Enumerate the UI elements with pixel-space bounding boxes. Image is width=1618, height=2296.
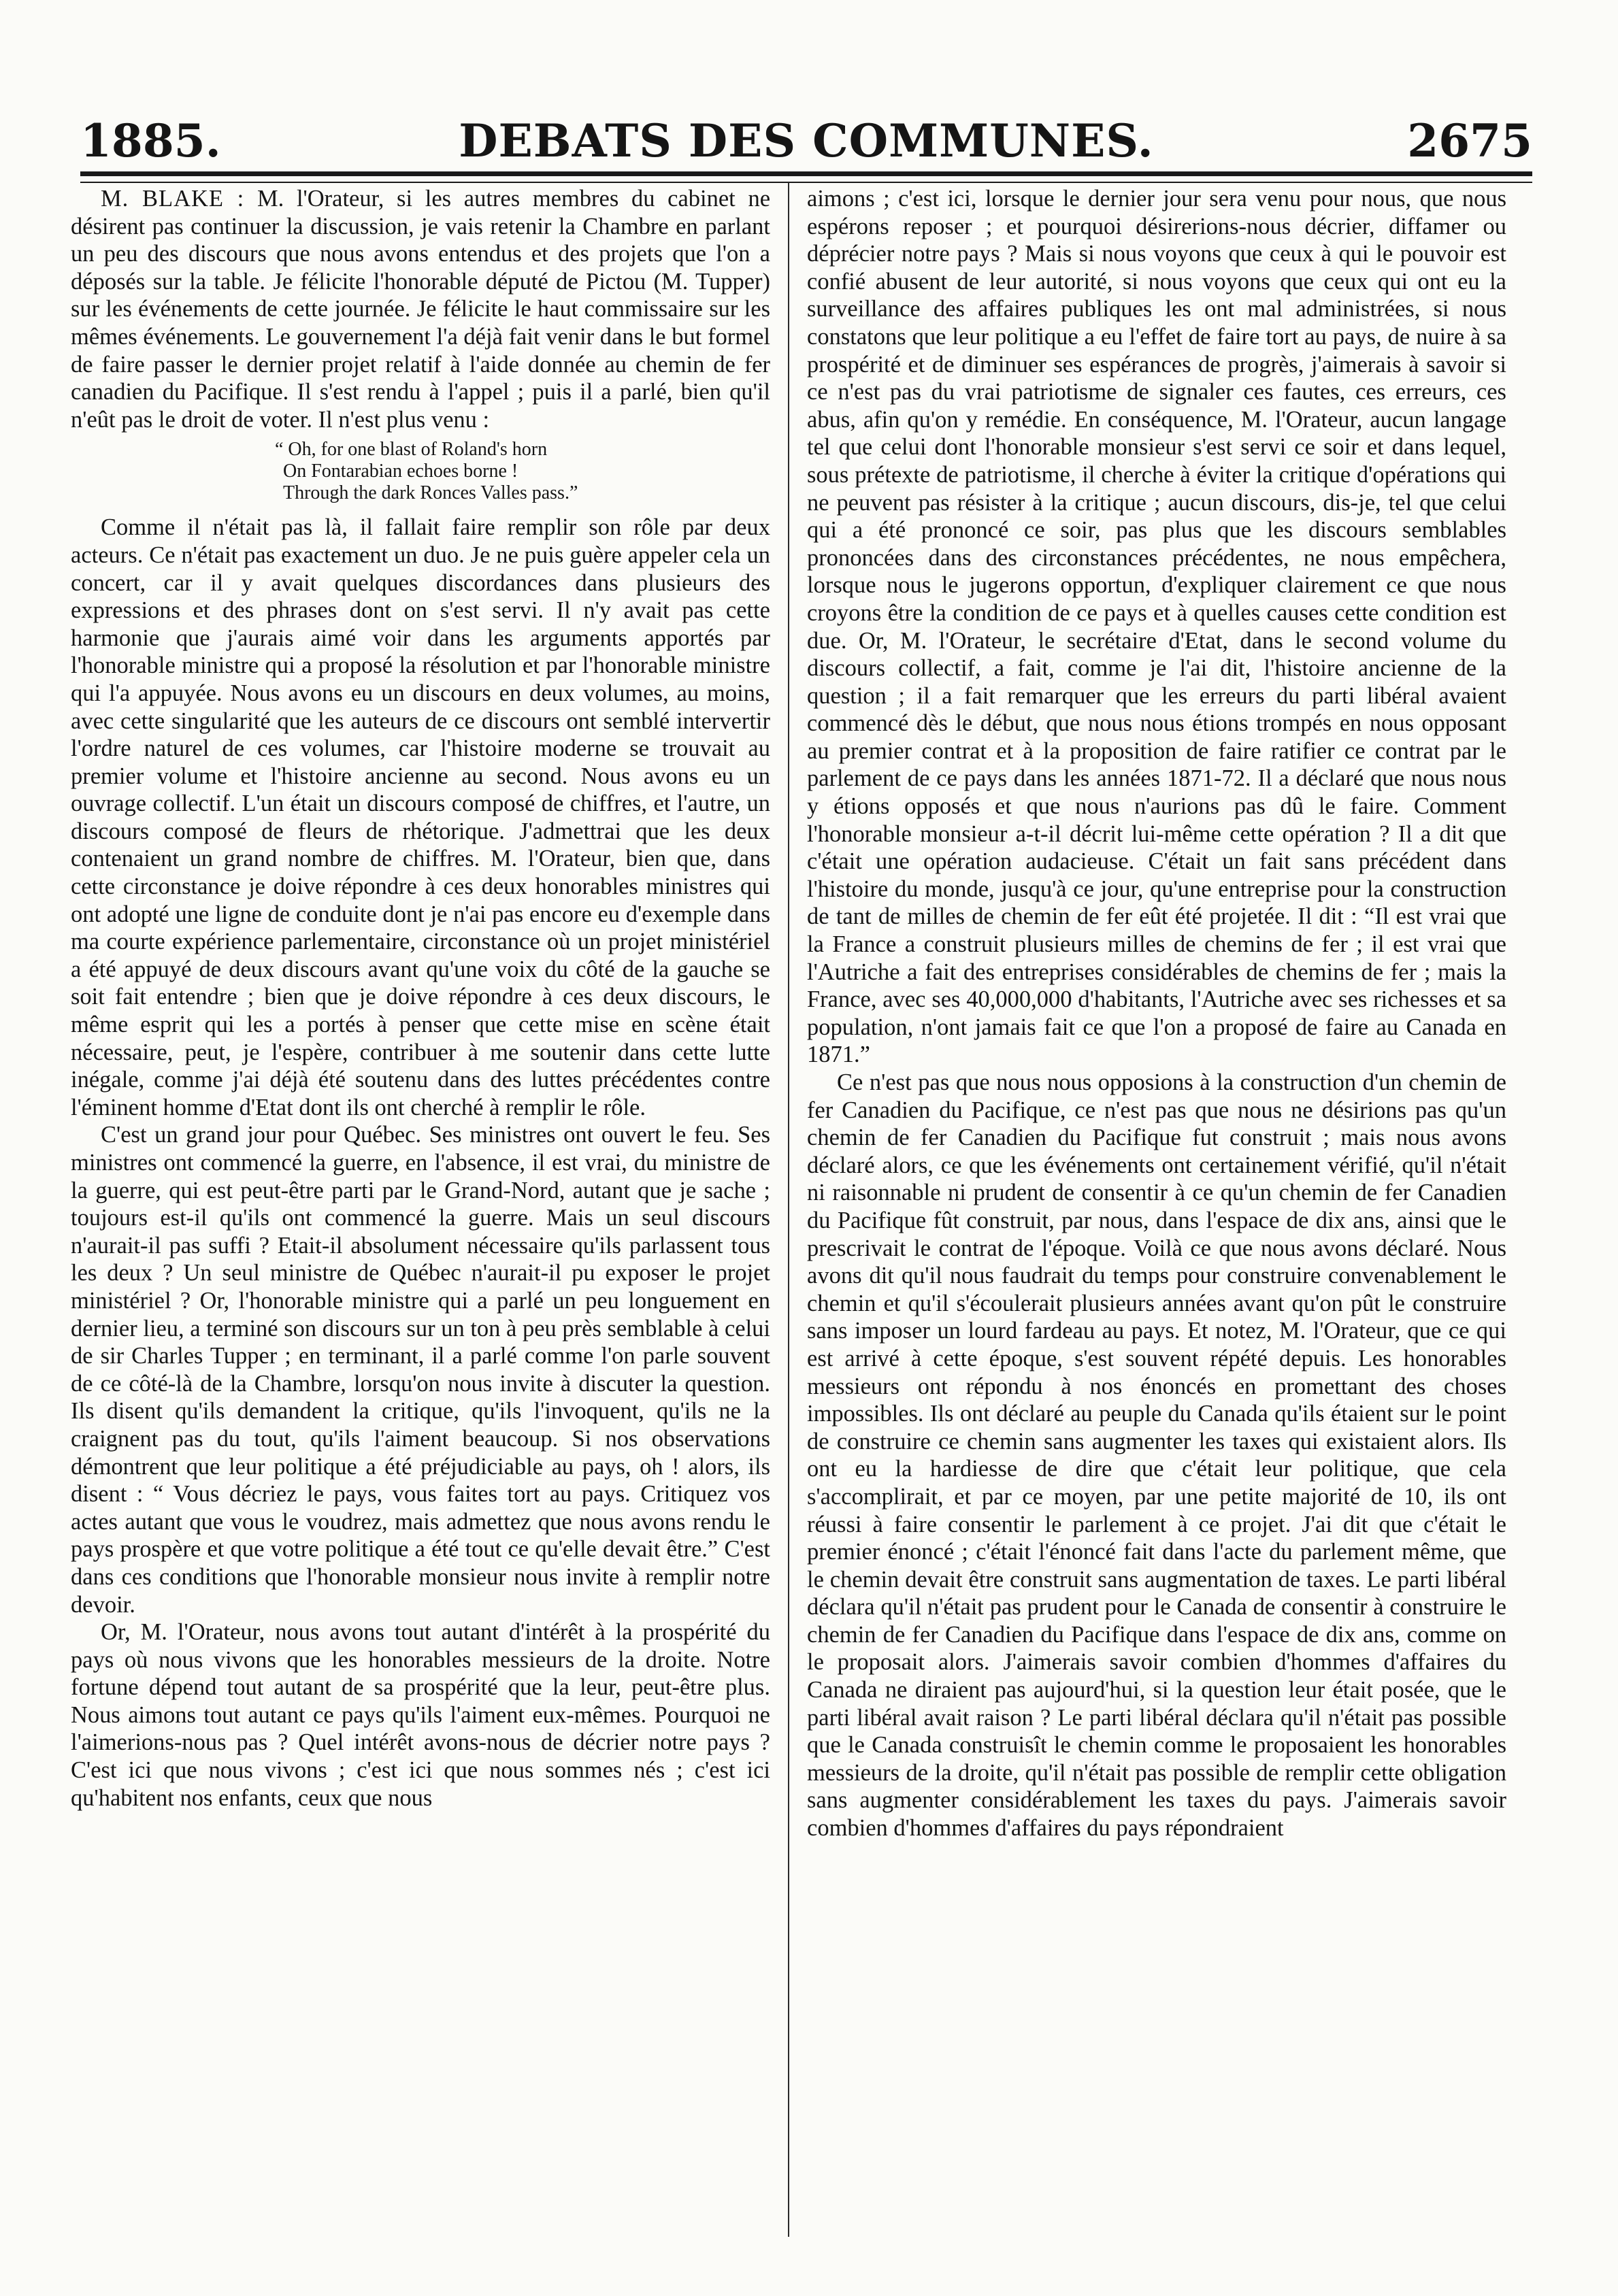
header-page-number: 2675 — [1407, 114, 1532, 167]
verse-line: On Fontarabian echoes borne ! — [283, 461, 518, 482]
paragraph: Ce n'est pas que nous nous opposions à la construction d'un chemin de fer Canadien du Pacifique, ce n'est pas que nous ne désirions pas qu'un chemin de fer Canadien du Pacifique fut construit ; mais nous avons déclaré alors, ce que les événements ont certainement vérifié, qu'il n'était ni raisonnable ni prudent de consentir à ce qu'un chemin de fer Canadien du Pacifique fût construit, par nous, dans l'espace de dix ans, ainsi que le prescrivait le contrat de l'époque. Voilà ce que nous avons déclaré. Nous avons dit qu'il nous faudrait du temps pour construire convenablement le chemin et qu'il s'écoulerait plusieurs années avant qu'on pût le construire sans imposer un lourd fardeau au pays. Et notez, M. l'Orateur, que ce qui est arrivé à cette époque, s'est souvent répété depuis. Les honorables messieurs ont répondu à nos énoncés en promettant des choses impossibles. Ils ont déclaré au peuple du Canada qu'ils étaient sur le point de construire ce chemin sans augmenter les taxes qui existaient alors. Ils ont eu la hardiesse de dire que c'était leur politique, que cela s'accomplirait, et par ce moyen, par une petite majorité de 10, ils ont réussi à faire consentir le parlement à ce projet. J'ai dit que c'était le premier énoncé ; c'était l'énoncé fait dans l'acte du parlement même, que le chemin devait être construit sans augmentation de taxes. Le parti libéral déclara qu'il n'était pas prudent pour le Canada de consentir à construire le chemin de fer Canadien du Pacifique dans l'espace de dix ans, comme on le proposait alors. J'aimerais savoir combien d'hommes d'affaires du Canada ne diraient pas aujourd'hui, si la question leur était posée, que le parti libéral avait raison ? Le parti libéral déclara qu'il n'était pas possible que le Canada construisît le chemin comme le proposaient les honorables messieurs de la droite, qu'il n'était pas possible de remplir cette obligation sans augmenter considérablement les taxes du pays. J'aimerais savoir combien d'hommes d'affaires du pays répondraient — [807, 1069, 1506, 1842]
paragraph-text: M. l'Orateur, si les autres membres du cabinet ne désirent pas continuer la discussion, je vais retenir la Chambre en parlant un peu des discours que nous avons entendus et des projets que l'on a déposés sur la table. Je félicite l'honorable député de Pictou (M. Tupper) sur les événements de cette journée. Je félicite le haut commissaire sur les mêmes événements. Le gouvernement l'a déjà fait venir dans le but formel de faire passer le dernier projet relatif à l'aide donnée au chemin de fer canadien du Pacifique. Il s'est rendu à l'appel ; puis il a parlé, bien qu'il n'eût pas le droit de voter. Il n'est plus venu : — [71, 186, 770, 433]
paragraph: Comme il n'était pas là, il fallait faire remplir son rôle par deux acteurs. Ce n'était pas exactement un duo. Je ne puis guère appeler cela un concert, car il y avait quelques discordances dans plusieurs des expressions et des phrases dont on s'est servi. Il n'y avait pas cette harmonie que j'aurais aimé voir dans les arguments apportés par l'honorable ministre qui a proposé la résolution et par l'honorable ministre qui l'a appuyée. Nous avons eu un discours en deux volumes, au moins, avec cette singularité que les auteurs de ce discours ont semblé intervertir l'ordre naturel de ces volumes, car l'histoire moderne se trouvait au premier volume et l'histoire ancienne au second. Nous avons eu un ouvrage collectif. L'un était un discours composé de chiffres, et l'autre, un discours composé de fleurs de rhétorique. J'admettrai que les deux contenaient un grand nombre de chiffres. M. l'Orateur, bien que, dans cette circonstance je doive répondre à ces deux honorables ministres qui ont adopté une ligne de conduite dont je n'ai pas encore eu d'exemple dans ma courte expérience parlementaire, circonstance où un projet ministériel a été appuyé de deux discours avant qu'une voix du côté de la gauche se soit fait entendre ; bien que je doive répondre à ces deux discours, le même esprit qui les a portés à penser que cette mise en scène était nécessaire, peut, je l'espère, contribuer à me soutenir dans cette lutte inégale, comme j'ai déjà été soutenu dans des luttes précédentes contre l'éminent homme d'Etat dont ils ont cherché à remplir le rôle. — [71, 514, 770, 1120]
header-rule — [80, 171, 1532, 183]
column-divider — [788, 182, 789, 2237]
paragraph-continued: aimons ; c'est ici, lorsque le dernier jour sera venu pour nous, que nous espérons reposer ; et pourquoi désirerions-nous décrier, diffamer ou déprécier notre pays ? Mais si nous voyons que ceux à qui le pouvoir est confié abusent de leur autorité, si nous voyons que ceux qui ont eu la surveillance des affaires publiques les ont mal administrées, si nous constatons que leur politique a eu l'effet de faire tort au pays, de nuire à sa prospérité et de diminuer ses espérances de progrès, j'aimerais à savoir si ce n'est pas du vrai patriotisme de signaler ces fautes, ces erreurs, ces abus, afin qu'on y remédie. En conséquence, M. l'Orateur, aucun langage tel que celui dont l'honorable monsieur s'est servi ce soir et dans lequel, sous prétexte de patriotisme, il cherche à éviter la critique d'opérations qui ne peuvent pas résister à la critique ; aucun discours, dis-je, tel que celui qui a été prononcé ce soir, pas plus que les discours semblables prononcées dans des circonstances précédentes, ne nous empêchera, lorsque nous le jugerons opportun, d'expliquer clairement ce que nous croyons être la condition de ce pays et à quelles causes cette condition est due. Or, M. l'Orateur, le secrétaire d'Etat, dans le second volume du discours collectif, a fait, comme je l'ai dit, l'histoire ancienne de la question ; il a fait remarquer que les erreurs du parti libéral avaient commencé dès le début, que nous nous étions trompés en nous opposant au premier contrat et à la proposition de faire ratifier ce contrat par le parlement de ce pays dans les années 1871-72. Il a déclaré que nous nous y étions opposés et que nous n'aurions pas dû le faire. Comment l'honorable monsieur a-t-il décrit lui-même cette opération ? Il a dit que c'était une opération audacieuse. C'était un fait sans précédent dans l'histoire du monde, jusqu'à ce jour, qu'une entreprise pour la construction de tant de milles de chemin de fer eût été projetée. Il dit : “Il est vrai que la France a construit plusieurs milles de chemins de fer ; il est vrai que l'Autriche a fait des entreprises considérables de chemins de fer ; mais la France, avec ses 40,000,000 d'habitants, l'Autriche avec ses richesses et sa population, n'ont jamais fait ce que l'on a proposé de faire au Canada en 1871.” — [807, 186, 1506, 1068]
right-column — [807, 185, 1506, 2240]
header-year: 1885. — [80, 114, 221, 167]
verse-quotation — [275, 439, 770, 504]
speaker-name: M. BLAKE : — [101, 186, 245, 212]
header-title: DEBATS DES COMMUNES. — [459, 114, 1154, 167]
verse-line: Through the dark Ronces Valles pass.” — [283, 482, 578, 504]
paragraph: C'est un grand jour pour Québec. Ses ministres ont ouvert le feu. Ses ministres ont commencé la guerre, en l'absence, il est vrai, du ministre de la guerre, qui est peut-être parti par le Grand-Nord, autant que je sache ; toujours est-il qu'ils ont commencé la guerre. Mais un seul discours n'aurait-il pas suffi ? Etait-il absolument nécessaire qu'ils parlassent tous les deux ? Un seul ministre de Québec n'aurait-il pu exposer le projet ministériel ? Or, l'honorable ministre qui a parlé un peu longuement en dernier lieu, a terminé son discours sur un ton à peu près semblable à celui de sir Charles Tupper ; en terminant, il a parlé comme l'on parle souvent de ce côté-là de la Chambre, lorsqu'on nous invite à discuter la question. Ils disent qu'ils demandent la critique, qu'ils l'invoquent, qu'ils ne la craignent pas du tout, qu'ils l'aiment beaucoup. Si nos observations démontrent que leur politique a été préjudiciable au pays, oh ! alors, ils disent : “ Vous décriez le pays, vous faites tort au pays. Critiquez vos actes autant que vous le voudrez, mais admettez que nous avons rendu le pays prospère et que votre politique a été tout ce qu'elle devait être.” C'est dans ces conditions que l'honorable monsieur nous invite à remplir notre devoir. — [71, 1122, 770, 1618]
paragraph-blake-opening — [71, 185, 770, 433]
left-column — [71, 185, 770, 2240]
paragraph: Or, M. l'Orateur, nous avons tout autant d'intérêt à la prospérité du pays où nous vivons que les honorables messieurs de la droite. Notre fortune dépend tout autant de sa prospérité que la leur, peut-être plus. Nous aimons tout autant ce pays qu'ils l'aiment eux-mêmes. Pourquoi ne l'aimerions-nous pas ? Quel intérêt avons-nous de décrier notre pays ? C'est ici que nous vivons ; c'est ici que nous sommes nés ; c'est ici qu'habitent nos enfants, ceux que nous — [71, 1619, 770, 1811]
verse-line: “ Oh, for one blast of Roland's horn — [275, 439, 548, 461]
